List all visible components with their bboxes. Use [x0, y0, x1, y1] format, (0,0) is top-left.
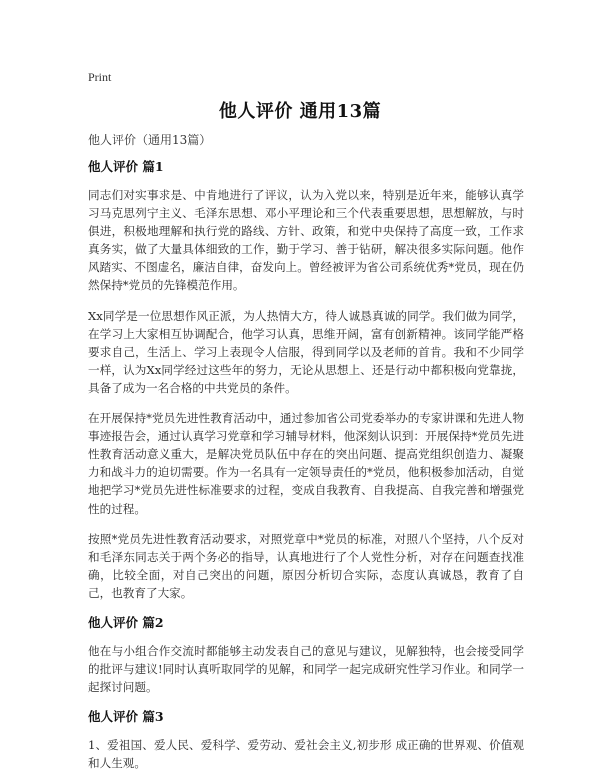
paragraph: Xx同学是一位思想作风正派，为人热情大方，待人诚恳真诚的同学。我们做为同学，在学习上大家相互协调配合，他学习认真，思维开阔，富有创新精神。该同学能严格要求自己，生活上、学习上表现令人信服，得到同学以及老师的首肯。我和不少同学一样，认为Xx同学经过这些年的努力，无论从思想上、还是行动中都积极向党靠拢，具备了成为一名合格的中共党员的条件。: [88, 308, 524, 395]
section-3: [88, 708, 524, 772]
paragraph: 在开展保持*党员先进性教育活动中，通过参加省公司党委举办的专家讲课和先进人物事迹报告会，通过认真学习党章和学习辅导材料，他深刻认识到：开展保持*党员先进性教育活动意义重大，是解决党员队伍中存在的突出问题、提高党组织创造力、凝聚力和战斗力的迫切需要。作为一名具有一定领导责任的*党员，他积极参加活动，自觉地把学习*党员先进性标准要求的过程，变成自我教育、自我提高、自我完善和增强党性的过程。: [88, 411, 524, 516]
paragraph: 他在与小组合作交流时都能够主动发表自己的意见与建议，见解独特，也会接受同学的批评与建议!同时认真听取同学的见解，和同学一起完成研究性学习作业。和同学一起探讨问题。: [88, 643, 524, 695]
section-heading: 他人评价 篇3: [88, 709, 164, 725]
print-label: Print: [88, 70, 112, 84]
paragraph: 同志们对实事求是、中肯地进行了评议，认为入党以来，特别是近年来，能够认真学习马克思列宁主义、毛泽东思想、邓小平理论和三个代表重要思想，思想解放，与时俱进，积极地理解和执行党的路线、方针、政策，和党中央保持了高度一致，工作求真务实，做了大量具体细致的工作，勤于学习、善于钻研，解决很多实际问题。他作风踏实、不图虚名，廉洁自律，奋发向上。曾经被评为省公司系统优秀*党员，现在仍然保持*党员的先锋模范作用。: [88, 188, 524, 293]
section-1: [88, 158, 524, 602]
document-subtitle: 他人评价（通用13篇）: [88, 133, 212, 147]
document-body: [88, 158, 524, 784]
section-2: [88, 614, 524, 696]
paragraph: 按照*党员先进性教育活动要求，对照党章中*党员的标准，对照八个坚持，八个反对和毛泽东同志关于两个务必的指导，认真地进行了个人党性分析，对存在问题查找准确，比较全面，对自己突出的问题，原因分析切合实际，态度认真诚恳，教育了自己，也教育了大家。: [88, 531, 524, 600]
section-heading: 他人评价 篇1: [88, 159, 164, 174]
document-title: 他人评价 通用13篇: [218, 101, 382, 122]
paragraph: 1、爱祖国、爱人民、爱科学、爱劳动、爱社会主义,初步形 成正确的世界观、价值观和人生观。: [88, 738, 524, 771]
section-heading: 他人评价 篇2: [88, 614, 164, 630]
